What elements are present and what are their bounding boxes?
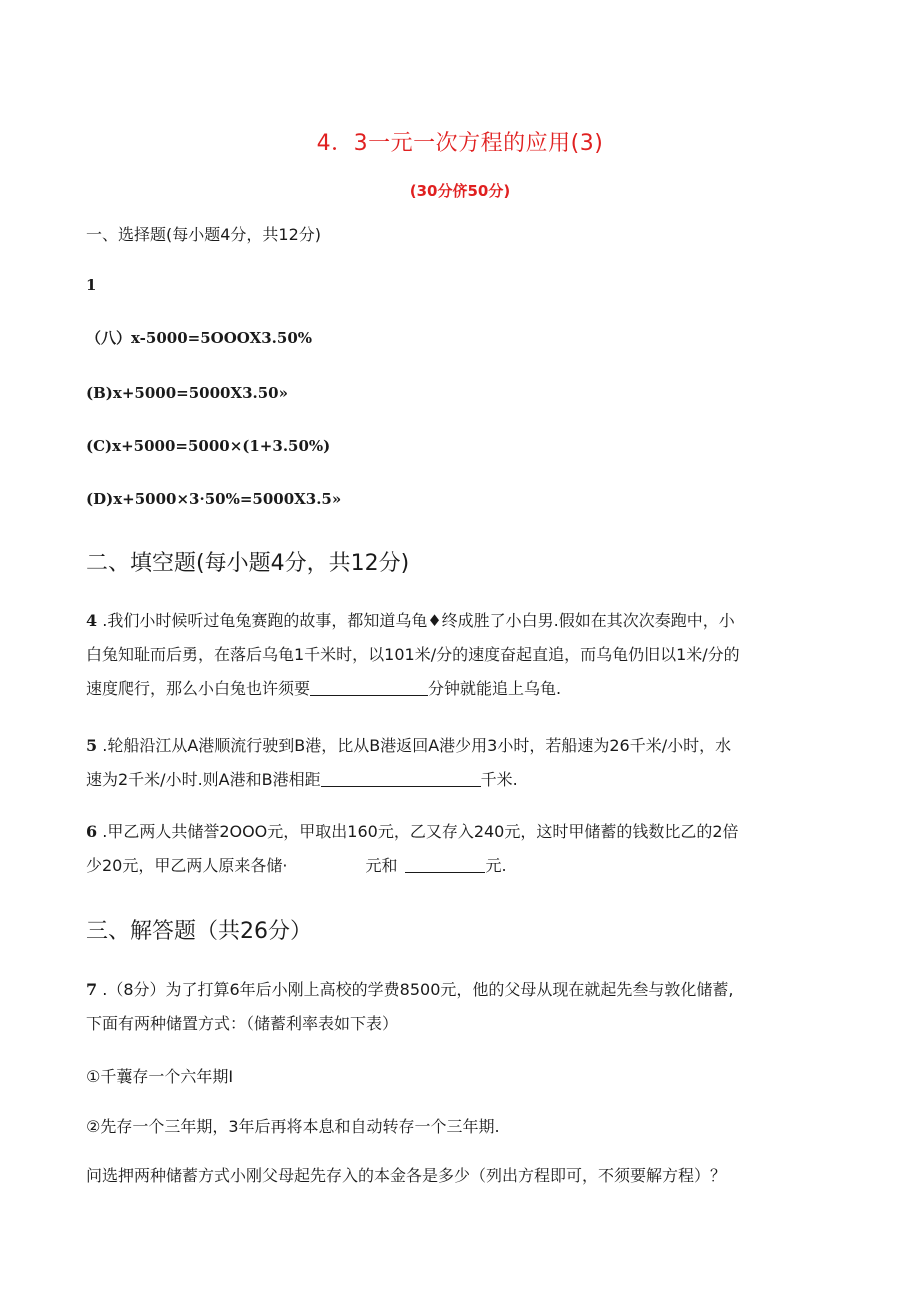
question-4-text-3b: 分钟就能追上乌龟. bbox=[428, 679, 562, 698]
question-7-line-2: 下面有两种储置方式：（储蓄利率表如下表） bbox=[86, 1014, 399, 1033]
page-title: 4．3一元一次方程的应用(3) bbox=[316, 131, 604, 156]
question-7-prompt: 问选押两种储蓄方式小刚父母起先存入的本金各是多少（列出方程即可，不须要解方程）？ bbox=[86, 1166, 727, 1185]
question-6-text-2c: 元. bbox=[485, 856, 507, 875]
question-5-text-2a: 速为2千米/小时.则A港和B港相距 bbox=[86, 770, 321, 789]
answer-blank[interactable] bbox=[405, 854, 485, 873]
question-6-number: 6 bbox=[86, 822, 98, 841]
question-4-line-3 bbox=[86, 672, 740, 706]
question-7-text-1: .（8分）为了打算6年后小刚上高校的学费8500元，他的父母从现在就起先叁与敦化储蓄, bbox=[97, 980, 734, 999]
page-subtitle: (30分侪50分) bbox=[409, 182, 511, 200]
section-heading-fill: 二、填空题(每小题4分，共12分) bbox=[86, 551, 410, 576]
question-1-option-a: （八）x-5000=5OOOX3.50% bbox=[86, 329, 313, 347]
question-4 bbox=[86, 604, 740, 706]
question-7-item-2: ②先存一个三年期，3年后再将本息和自动转存一个三年期. bbox=[86, 1117, 500, 1136]
question-5-text-1: .轮船沿江从A港顺流行驶到B港，比从B港返回A港少用3小时，若船速为26千米/小时，水 bbox=[97, 736, 732, 755]
question-1-number: 1 bbox=[86, 276, 97, 294]
question-6-text-2b: 元和 bbox=[365, 856, 398, 875]
question-1-option-b: (B)x+5000=5000X3.50» bbox=[86, 384, 288, 402]
question-6-line-2 bbox=[86, 849, 739, 883]
question-4-text-3a: 速度爬行，那么小白兔也许须要 bbox=[86, 679, 311, 698]
question-4-text-1: .我们小时候听过龟兔赛跑的故事，都知道乌龟♦终成胜了小白男.假如在其次次奏跑中，小 bbox=[97, 611, 735, 630]
question-6-text-2a: 少20元，甲乙两人原来各储· bbox=[86, 856, 288, 875]
question-5-number: 5 bbox=[86, 736, 98, 755]
question-4-number: 4 bbox=[86, 611, 98, 630]
question-7-item-1: ①千蘘存一个六年期I bbox=[86, 1067, 234, 1086]
section-heading-solve: 三、解答题（共26分） bbox=[86, 919, 312, 944]
answer-blank[interactable] bbox=[310, 677, 428, 696]
question-5 bbox=[86, 729, 731, 797]
question-1-option-d: (D)x+5000×3·50%=5000X3.5» bbox=[86, 490, 342, 508]
answer-blank[interactable] bbox=[321, 768, 481, 787]
question-5-text-2b: 千米. bbox=[480, 770, 518, 789]
question-5-line-1 bbox=[86, 729, 731, 763]
question-7-line-1 bbox=[86, 973, 733, 1007]
question-4-line-2: 白兔知耻而后勇，在落后乌龟1千米时，以101米/分的速度奋起直追，而乌龟仍旧以1米/分的 bbox=[86, 645, 740, 664]
question-4-line-1 bbox=[86, 604, 740, 638]
question-6 bbox=[86, 815, 739, 883]
question-5-line-2 bbox=[86, 763, 731, 797]
question-6-text-1: .甲乙两人共储誉2OOO元，甲取出160元，乙又存入240元，这时甲储蓄的钱数比乙的2倍 bbox=[97, 822, 739, 841]
question-7 bbox=[86, 973, 733, 1041]
section-heading-choice: 一、选择题(每小题4分，共12分) bbox=[86, 225, 322, 244]
question-6-line-1 bbox=[86, 815, 739, 849]
question-1-option-c: (C)x+5000=5000×(1+3.50%) bbox=[86, 437, 331, 455]
question-7-number: 7 bbox=[86, 980, 98, 999]
